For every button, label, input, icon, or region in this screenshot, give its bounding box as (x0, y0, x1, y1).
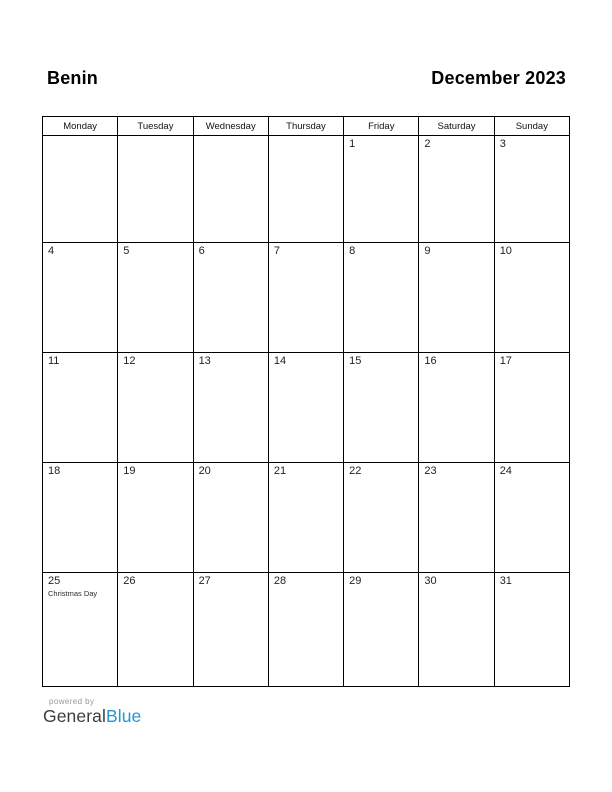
week-row-2 (43, 243, 570, 353)
title-bar (42, 68, 570, 89)
day-number: 9 (424, 245, 431, 257)
calendar-cell (494, 353, 569, 463)
day-number: 11 (48, 355, 60, 367)
calendar-cell (268, 136, 343, 243)
week-row-5 (43, 573, 570, 687)
day-number: 29 (349, 575, 362, 587)
day-number: 31 (499, 575, 512, 587)
day-number: 21 (273, 465, 287, 477)
month-title: December 2023 (431, 68, 566, 88)
calendar-cell (419, 353, 494, 463)
calendar-cell (419, 136, 494, 243)
week-row-3 (43, 353, 570, 463)
calendar-cell (419, 243, 494, 353)
generalblue-logo-link[interactable] (43, 706, 141, 727)
calendar-cell (268, 573, 343, 687)
weekday-header-friday: Friday (344, 117, 419, 136)
day-number: 15 (349, 355, 362, 367)
calendar-cell (419, 463, 494, 573)
calendar-cell (419, 573, 494, 687)
calendar-cell (494, 573, 569, 687)
day-number: 3 (499, 138, 506, 150)
calendar-cell (193, 353, 268, 463)
calendar-cell (118, 353, 193, 463)
day-number: 20 (198, 465, 211, 477)
day-number: 5 (123, 245, 130, 257)
day-number: 18 (48, 465, 61, 477)
day-number: 10 (499, 245, 512, 257)
day-number: 16 (424, 355, 437, 367)
powered-by-label: powered by (49, 697, 95, 706)
week-row-1 (43, 136, 570, 243)
calendar-cell (43, 243, 118, 353)
day-number: 2 (424, 138, 431, 150)
day-number: 14 (273, 355, 287, 367)
week-row-4 (43, 463, 570, 573)
calendar-cell (344, 573, 419, 687)
day-number: 28 (273, 575, 287, 587)
calendar-cell (193, 136, 268, 243)
day-number: 27 (198, 575, 211, 587)
day-number: 17 (499, 355, 512, 367)
weekday-header-wednesday: Wednesday (193, 117, 268, 136)
calendar-cell (494, 463, 569, 573)
day-number: 4 (48, 245, 55, 257)
weekday-header-saturday: Saturday (419, 117, 494, 136)
calendar-cell (344, 463, 419, 573)
calendar-cell (268, 463, 343, 573)
day-number: 25 (48, 575, 61, 587)
day-number: 12 (123, 355, 136, 367)
calendar-cell (43, 573, 118, 687)
weekday-header-tuesday: Tuesday (118, 117, 193, 136)
country-title: Benin (47, 68, 99, 88)
day-number: 24 (499, 465, 512, 477)
calendar-cell (344, 136, 419, 243)
calendar-table (42, 116, 570, 687)
brand-blue-text: Blue (105, 706, 142, 726)
calendar-cell (268, 243, 343, 353)
weekday-header-monday: Monday (43, 117, 118, 136)
day-number: 7 (273, 245, 280, 257)
calendar-cell (43, 463, 118, 573)
calendar-cell (43, 353, 118, 463)
weekday-header-sunday: Sunday (494, 117, 569, 136)
calendar-cell (344, 243, 419, 353)
calendar-cell (118, 463, 193, 573)
day-number: 26 (123, 575, 136, 587)
weekday-header-thursday: Thursday (268, 117, 343, 136)
day-number: 19 (123, 465, 136, 477)
brand-general-text: General (43, 706, 106, 726)
calendar-cell (118, 136, 193, 243)
day-number: 30 (424, 575, 437, 587)
weekday-header-row (43, 117, 570, 136)
calendar-cell (193, 243, 268, 353)
day-number: 22 (349, 465, 362, 477)
day-number: 8 (349, 245, 356, 257)
day-number: 1 (349, 138, 356, 150)
day-number: 13 (198, 355, 211, 367)
calendar-cell (268, 353, 343, 463)
calendar-cell (494, 136, 569, 243)
calendar-cell (43, 136, 118, 243)
day-number: 6 (198, 245, 205, 257)
day-number: 23 (424, 465, 437, 477)
calendar-cell (193, 573, 268, 687)
calendar-cell (118, 573, 193, 687)
calendar-cell (118, 243, 193, 353)
calendar-cell (344, 353, 419, 463)
calendar-cell (494, 243, 569, 353)
holiday-label: Christmas Day (48, 589, 98, 598)
calendar-cell (193, 463, 268, 573)
